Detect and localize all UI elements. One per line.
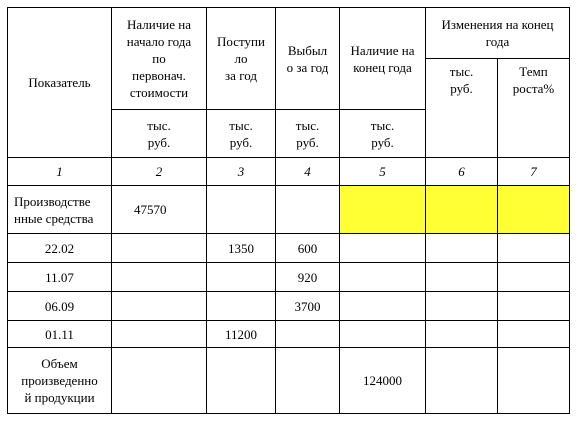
cell (276, 321, 340, 348)
cell (112, 321, 207, 348)
header-col6: тыс. руб. (426, 59, 498, 158)
cell (498, 263, 570, 292)
col-number: 4 (276, 158, 340, 186)
column-numbers-row (8, 158, 570, 186)
cell: 920 (276, 263, 340, 292)
header-changes: Изменения на конец года (426, 8, 570, 59)
cell: 124000 (340, 348, 426, 414)
cell (112, 263, 207, 292)
unit-col4: тыс. руб. (276, 110, 340, 158)
cell: 47570 (112, 186, 207, 234)
cell: 3700 (276, 292, 340, 321)
header-col7: Темп роста% (498, 59, 570, 158)
col-number: 1 (8, 158, 112, 186)
cell (276, 186, 340, 234)
cell (112, 234, 207, 263)
row-label: 01.11 (8, 321, 112, 348)
col-number: 2 (112, 158, 207, 186)
row-label: Производстве нные средства (8, 186, 112, 234)
cell (426, 234, 498, 263)
unit-col3: тыс. руб. (207, 110, 276, 158)
header-col2: Наличие на начало года по первонач. стоимости (112, 8, 207, 110)
cell (207, 292, 276, 321)
cell (498, 234, 570, 263)
cell (340, 321, 426, 348)
table-row (8, 186, 570, 234)
header-indicator: Показатель (8, 8, 112, 158)
col-number: 6 (426, 158, 498, 186)
cell (426, 348, 498, 414)
cell (426, 292, 498, 321)
cell (207, 348, 276, 414)
cell: 11200 (207, 321, 276, 348)
header-col3: Поступи ло за год (207, 8, 276, 110)
cell: 600 (276, 234, 340, 263)
cell (112, 292, 207, 321)
col-number: 5 (340, 158, 426, 186)
col-number: 7 (498, 158, 570, 186)
table-row (8, 321, 570, 348)
cell: 1350 (207, 234, 276, 263)
cell (276, 348, 340, 414)
highlighted-cell (498, 186, 570, 234)
row-label: 11.07 (8, 263, 112, 292)
unit-col2: тыс. руб. (112, 110, 207, 158)
cell (498, 292, 570, 321)
cell (340, 234, 426, 263)
cell (207, 186, 276, 234)
cell (340, 263, 426, 292)
highlighted-cell (426, 186, 498, 234)
table-row (8, 292, 570, 321)
row-label: 22.02 (8, 234, 112, 263)
cell (112, 348, 207, 414)
table-row (8, 234, 570, 263)
cell (340, 292, 426, 321)
table-row (8, 263, 570, 292)
unit-col5: тыс. руб. (340, 110, 426, 158)
header-col5: Наличие на конец года (340, 8, 426, 110)
row-label: Объем произведенно й продукции (8, 348, 112, 414)
cell (207, 263, 276, 292)
cell (498, 348, 570, 414)
asset-table (7, 7, 570, 414)
header-col4: Выбыл о за год (276, 8, 340, 110)
cell (426, 263, 498, 292)
highlighted-cell (340, 186, 426, 234)
cell (498, 321, 570, 348)
table-row (8, 348, 570, 414)
cell (426, 321, 498, 348)
col-number: 3 (207, 158, 276, 186)
row-label: 06.09 (8, 292, 112, 321)
